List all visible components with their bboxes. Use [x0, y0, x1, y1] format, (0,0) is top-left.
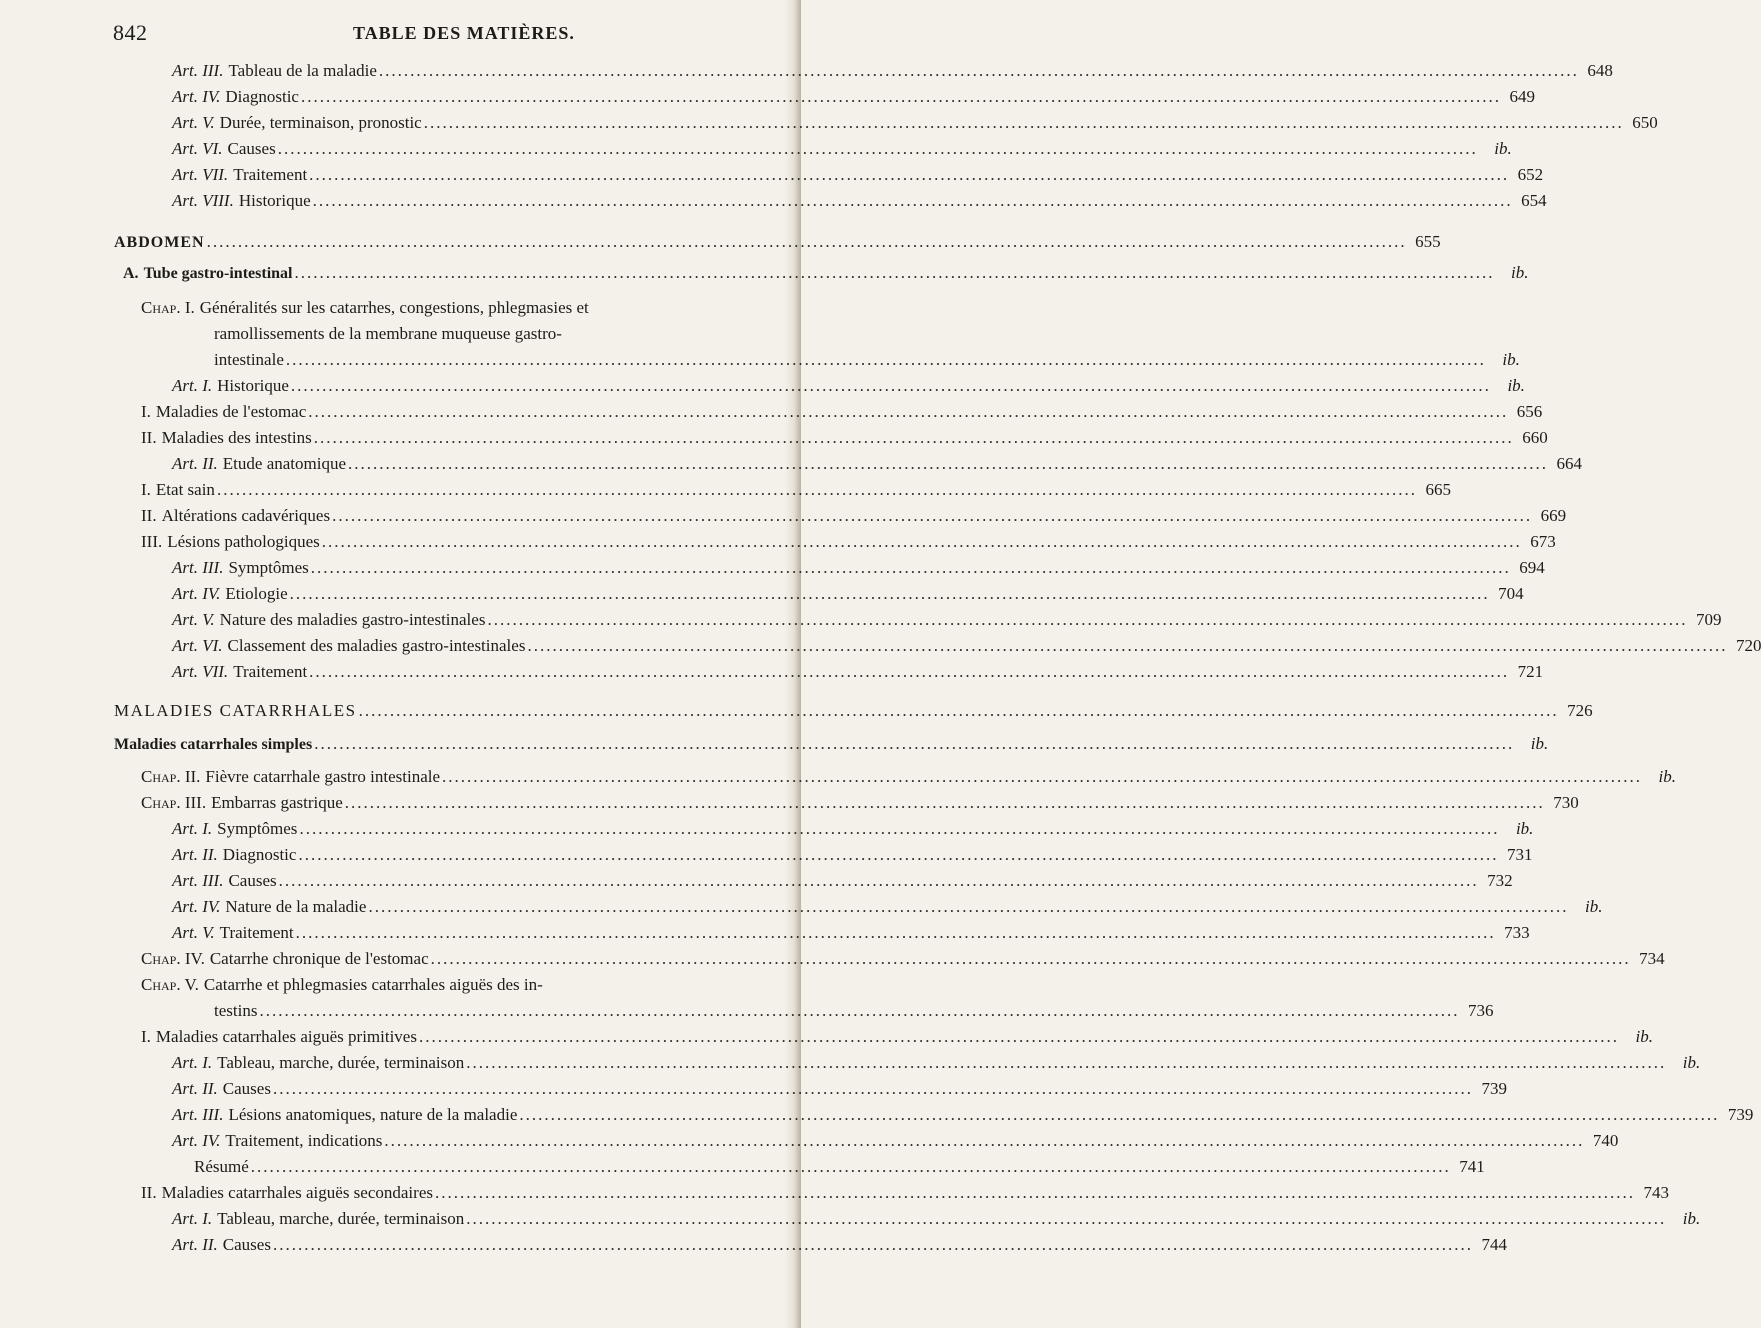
dot-leader [278, 136, 1478, 162]
toc-subsection: Maladies catarrhales simples ..... ib. [114, 731, 725, 757]
toc-page-number: ib. [1682, 1053, 1701, 1072]
toc-page-number: 660 [1522, 428, 1548, 447]
toc-entry: Art. V. Durée, terminaison, pronostic ..... 650 [172, 110, 725, 136]
toc-entry: Art. VI. Classement des maladies gastro-intestinales ..... 720 [172, 633, 725, 659]
toc-entry: II. Altérations cadavériques ..... 669 [141, 503, 725, 529]
toc-page-number: 664 [1556, 454, 1583, 473]
toc-page-number: ib. [1682, 1209, 1701, 1228]
toc-entry: I. Etat sain ..... 665 [141, 477, 725, 503]
toc-page-number: 740 [1592, 1131, 1619, 1150]
toc-entry: Art. VI. Causes ..... ib. [172, 136, 725, 162]
toc-entry: Art. VII. Traitement ..... 652 [172, 162, 725, 188]
toc-entry: Art. II. Etude anatomique ..... 664 [172, 451, 725, 477]
toc-entry: Art. III. Lésions anatomiques, nature de la maladie ..... 739 [172, 1102, 725, 1128]
dot-leader [301, 84, 1501, 110]
dot-leader [207, 229, 1407, 255]
toc-page-number: 673 [1530, 532, 1556, 551]
toc-entry: Art. IV. Nature de la maladie ..... ib. [172, 894, 725, 920]
toc-entry: Art. VIII. Historique ..... 654 [172, 188, 725, 214]
toc-page-number: 669 [1540, 506, 1567, 525]
dot-leader [466, 1206, 1666, 1232]
toc-chapter-line: Chap. I. Généralités sur les catarrhes, congestions, phlegmasies et [141, 298, 589, 317]
toc-entry: II. Maladies catarrhales aiguës secondaires ..... 743 [141, 1180, 725, 1206]
toc-chapter: Chap. II. Fièvre catarrhale gastro intestinale ..... ib. [141, 764, 725, 790]
toc-page-number: 734 [1639, 949, 1665, 968]
toc-page-number: 709 [1695, 610, 1722, 629]
dot-leader [217, 477, 1417, 503]
toc-entry: III. Lésions pathologiques ..... 673 [141, 529, 725, 555]
dot-leader [314, 425, 1514, 451]
toc-entry: Art. I. Tableau, marche, durée, terminaison ..... ib. [172, 1050, 725, 1076]
toc-entry: testins ..... 736 [214, 998, 725, 1024]
dot-leader [259, 998, 1459, 1024]
toc-entry: Art. I. Historique ..... ib. [172, 373, 725, 399]
toc-entry: I. Maladies de l'estomac ..... 656 [141, 399, 725, 425]
toc-page-number: 649 [1509, 87, 1535, 106]
toc-chapter: Chap. IV. Catarrhe chronique de l'estomac ..... 734 [141, 946, 725, 972]
dot-leader [435, 1180, 1635, 1206]
toc-page-number: 720 [1735, 636, 1761, 655]
toc-page-number: 654 [1521, 191, 1547, 210]
toc-entry: Art. III. Tableau de la maladie ..... 648 [172, 58, 725, 84]
dot-leader [273, 1076, 1473, 1102]
dot-leader [296, 920, 1496, 946]
dot-leader [279, 868, 1479, 894]
dot-leader [294, 260, 1494, 286]
dot-leader [348, 451, 1548, 477]
toc-page-number: 731 [1506, 845, 1533, 864]
toc-page-number: 736 [1467, 1001, 1494, 1020]
dot-leader [527, 633, 1727, 659]
toc-page-number: 694 [1519, 558, 1545, 577]
toc-page-number: 739 [1727, 1105, 1754, 1124]
toc-entry: Art. III. Causes ..... 732 [172, 868, 725, 894]
dot-leader [332, 503, 1532, 529]
toc-entry: Art. IV. Traitement, indications ..... 740 [172, 1128, 725, 1154]
toc-page-number: 656 [1516, 402, 1543, 421]
dot-leader [519, 1102, 1719, 1128]
toc-page-number: 726 [1567, 701, 1593, 720]
toc-entry: Résumé ..... 741 [194, 1154, 725, 1180]
toc-entry: intestinale ..... ib. [214, 347, 725, 373]
toc-chapter: Chap. III. Embarras gastrique ..... 730 [141, 790, 725, 816]
toc-page-number: 732 [1487, 871, 1513, 890]
toc-entry: Art. VII. Traitement ..... 721 [172, 659, 725, 685]
toc-chapter-line: Chap. V. Catarrhe et phlegmasies catarrhales aiguës des in- [141, 975, 543, 994]
toc-page-number: 655 [1415, 232, 1441, 251]
toc-entry: Art. II. Diagnostic ..... 731 [172, 842, 725, 868]
toc-page-number: ib. [1635, 1027, 1653, 1046]
toc-entry: Art. IV. Etiologie ..... 704 [172, 581, 725, 607]
dot-leader [368, 894, 1568, 920]
toc-page-number: ib. [1515, 819, 1534, 838]
toc-page-number: 739 [1481, 1079, 1507, 1098]
toc-entry: Art. II. Causes ..... 744 [172, 1232, 725, 1258]
dot-leader [487, 607, 1687, 633]
dot-leader [298, 842, 1498, 868]
toc-page-number: ib. [1502, 350, 1520, 369]
toc-chapter-line: ramollissements de la membrane muqueuse gastro- [214, 324, 562, 343]
dot-leader [309, 659, 1509, 685]
toc-page-number: 704 [1498, 584, 1524, 603]
dot-leader [299, 816, 1499, 842]
dot-leader [424, 110, 1624, 136]
toc-entry: II. Maladies des intestins ..... 660 [141, 425, 725, 451]
toc-entry: Art. I. Symptômes ..... ib. [172, 816, 725, 842]
dot-leader [359, 698, 1559, 724]
toc-page-number: 665 [1425, 480, 1451, 499]
toc-page-number: ib. [1530, 734, 1549, 753]
toc-entry: Art. V. Nature des maladies gastro-intestinales ..... 709 [172, 607, 725, 633]
toc-page-number: 744 [1481, 1235, 1507, 1254]
toc-entry: Art. V. Traitement ..... 733 [172, 920, 725, 946]
page-header [113, 20, 725, 50]
toc-entry: Art. IV. Diagnostic ..... 649 [172, 84, 725, 110]
dot-leader [431, 946, 1631, 972]
toc-page-number: 741 [1459, 1157, 1485, 1176]
dot-leader [290, 581, 1490, 607]
dot-leader [466, 1050, 1666, 1076]
toc-page-number: 648 [1587, 61, 1613, 80]
toc-page-number: ib. [1507, 376, 1525, 395]
toc-page-number: 721 [1517, 662, 1544, 681]
toc-section: MALADIES CATARRHALES ..... 726 [114, 698, 725, 724]
dot-leader [308, 399, 1508, 425]
toc-page-number: 650 [1632, 113, 1658, 132]
dot-leader [291, 373, 1491, 399]
dot-leader [251, 1154, 1451, 1180]
dot-leader [313, 188, 1513, 214]
dot-leader [322, 529, 1522, 555]
dot-leader [286, 347, 1486, 373]
toc-page-number: ib. [1658, 767, 1677, 786]
toc-section: ABDOMEN ..... 655 [114, 229, 725, 255]
dot-leader [419, 1024, 1619, 1050]
toc-page-number: 743 [1643, 1183, 1669, 1202]
toc-entry: Art. III. Symptômes ..... 694 [172, 555, 725, 581]
toc-subsection: A. Tube gastro-intestinal ..... ib. [123, 260, 725, 286]
toc-page-number: 733 [1504, 923, 1530, 942]
toc-page-number: ib. [1494, 139, 1512, 158]
dot-leader [309, 162, 1509, 188]
dot-leader [311, 555, 1511, 581]
running-title: TABLE DES MATIÈRES. [353, 23, 575, 43]
page-number: 842 [113, 20, 148, 45]
dot-leader [314, 731, 1514, 757]
toc-page-number: 730 [1553, 793, 1579, 812]
toc-entry: Art. I. Tableau, marche, durée, terminaison ..... ib. [172, 1206, 725, 1232]
dot-leader [442, 764, 1642, 790]
dot-leader [273, 1232, 1473, 1258]
toc-page-number: ib. [1584, 897, 1603, 916]
dot-leader [345, 790, 1545, 816]
toc-entry: I. Maladies catarrhales aiguës primitives ..... ib. [141, 1024, 725, 1050]
dot-leader [379, 58, 1579, 84]
dot-leader [384, 1128, 1584, 1154]
toc-page-number: ib. [1511, 263, 1529, 282]
toc-page-number: 652 [1517, 165, 1544, 184]
toc-entry: Art. II. Causes ..... 739 [172, 1076, 725, 1102]
